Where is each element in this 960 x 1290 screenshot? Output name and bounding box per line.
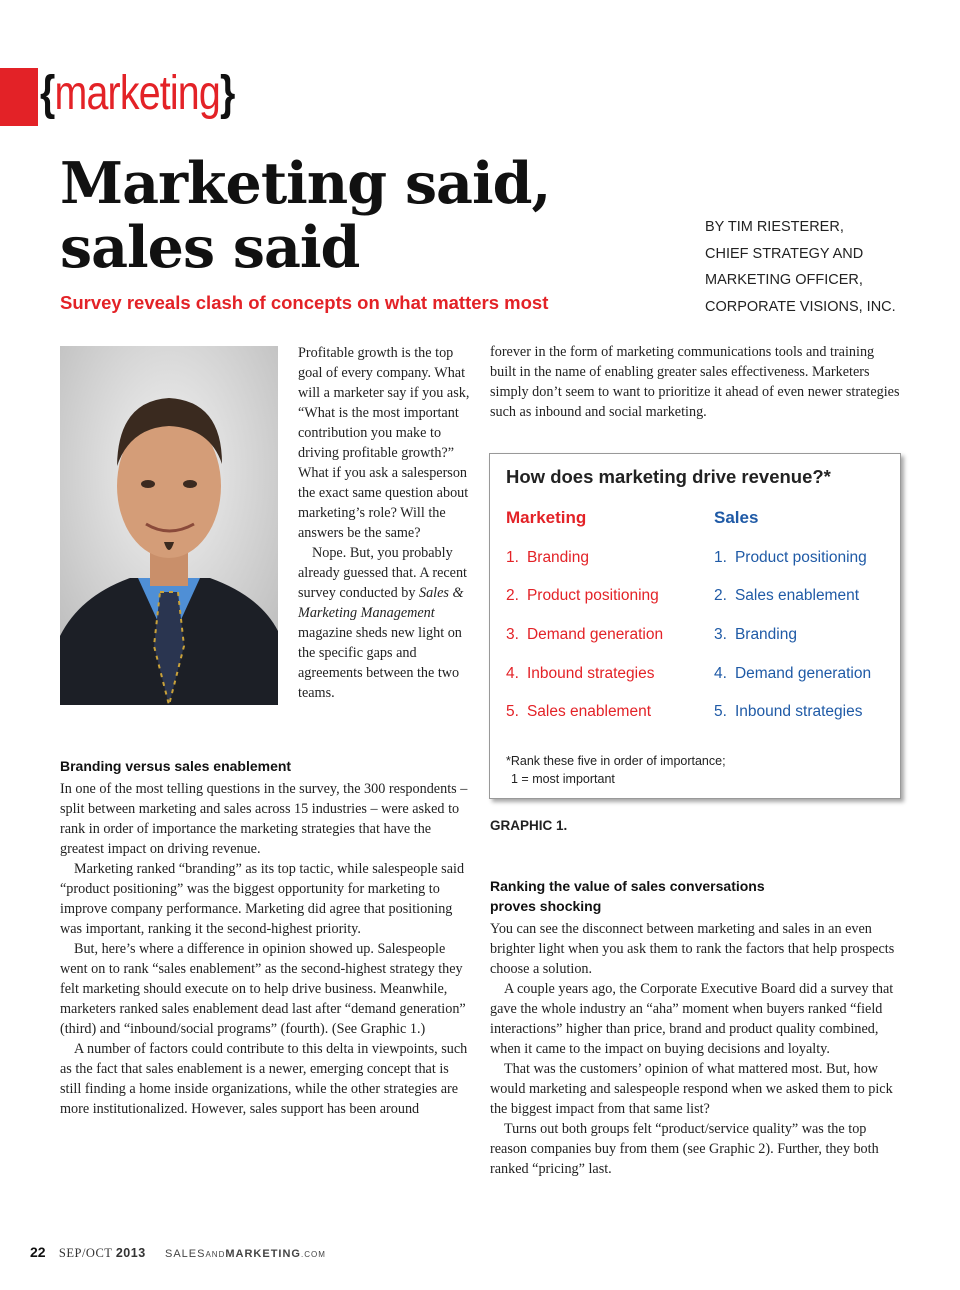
sales-rank-item: 4. Demand generation	[714, 665, 872, 682]
body-paragraph: A number of factors could contribute to this delta in viewpoints, such as the fact that sales enablement is a newer, emerging concept that is still finding a home inside organizations, while the other strategies are more institutionalized. However, sales support has been around	[60, 1041, 468, 1117]
author-portrait-image	[60, 346, 278, 705]
body-paragraph: In one of the most telling questions in the survey, the 300 respondents – split between marketing and sales across 15 industries – were asked to rank in order of importance the marketing strategies that have the greatest impact on driving revenue.	[60, 781, 468, 857]
right-column-continuation	[490, 342, 902, 422]
issue-date: SEP/OCT 2013	[58, 1246, 146, 1260]
sales-column-heading: Sales	[714, 508, 759, 527]
intro-paragraph-2: Nope. But, you probably already guessed that. A recent survey conducted by Sales & Marketing Management magazine sheds new light on the specific gaps and agreements between the two teams.	[298, 545, 468, 701]
publication-name: Sales & Marketing Management	[298, 585, 464, 621]
byline-line: BY TIM RIESTERER,	[705, 219, 844, 235]
body-paragraph: But, here’s where a difference in opinion showed up. Salespeople went on to rank “sales enablement” as the second-highest strategy they felt marketing should execute on to help drive business. Meanwhile, marketers ranked sales enablement dead last after “demand generation” (third) and “inbound/social programs” (fourth). (See Graphic 1.)	[60, 941, 466, 1037]
marketing-rank-item: 1. Branding	[506, 549, 589, 566]
marketing-rank-item: 2. Product positioning	[506, 587, 659, 604]
left-column-body	[60, 779, 468, 1119]
sales-rank-item: 2. Sales enablement	[714, 587, 860, 604]
intro-column	[298, 343, 474, 703]
marketing-rank-item: 4. Inbound strategies	[506, 665, 655, 682]
headline-line-1: Marketing said,	[60, 150, 551, 217]
marketing-column-heading: Marketing	[506, 508, 587, 527]
graphic-footnote: *Rank these five in order of importance; 1 = most important	[506, 754, 726, 786]
graphic-title: How does marketing drive revenue?*	[506, 466, 831, 487]
section-bracket-close: }	[219, 67, 235, 120]
sales-rank-item: 3. Branding	[714, 626, 797, 643]
byline	[705, 214, 945, 320]
body-paragraph: That was the customers’ opinion of what mattered most. But, how would marketing and salespeople respond when we asked them to pick the biggest impact from that same list?	[490, 1061, 893, 1117]
body-paragraph: forever in the form of marketing communications tools and training built in the name of enabling greater sales effectiveness. Marketers simply don’t seem to want to prioritize it ahead of even newer strategies such as inbound and social marketing.	[490, 344, 900, 420]
section-heading-ranking: Ranking the value of sales conversations proves shocking	[490, 878, 765, 914]
page-number: 22	[30, 1244, 46, 1260]
right-column-body	[490, 919, 902, 1179]
section-bracket-open: {	[40, 67, 55, 120]
sales-rank-item: 5. Inbound strategies	[714, 703, 863, 720]
marketing-rank-item: 3. Demand generation	[506, 626, 664, 643]
intro-paragraph-1: Profitable growth is the top goal of every company. What will a marketer say if you ask, “What is the most important contribution you make to driving profitable growth?” What if you ask a salesperson the exact same question about marketing’s role? Will the answers be the same?	[298, 345, 470, 541]
section-tag	[40, 62, 234, 126]
page-footer	[30, 1244, 326, 1261]
section-label: marketing	[54, 67, 220, 120]
byline-line: CORPORATE VISIONS, INC.	[705, 298, 896, 315]
byline-line: MARKETING OFFICER,	[705, 272, 863, 288]
body-paragraph: You can see the disconnect between marketing and sales in an even brighter light when you ask them to rank the factors that help prospects choose a solution.	[490, 921, 895, 977]
body-paragraph: Marketing ranked “branding” as its top tactic, while salespeople said “product positioning” was the biggest opportunity for marketing to improve company performance. Marketing did agree that positioning was important, ranking it the second-highest priority.	[60, 861, 465, 937]
author-photo	[60, 346, 278, 705]
headline-line-2: sales said	[60, 214, 360, 281]
body-paragraph: Turns out both groups felt “product/service quality” was the top reason companies buy from them (see Graphic 2). Further, they both ranked “pricing” last.	[490, 1121, 879, 1177]
graphic-caption: GRAPHIC 1.	[490, 818, 568, 833]
graphic-1-box	[489, 453, 901, 799]
sales-rank-item: 1. Product positioning	[714, 549, 867, 566]
marketing-rank-item: 5. Sales enablement	[506, 703, 652, 720]
byline-line: CHIEF STRATEGY AND	[705, 245, 864, 262]
section-heading-branding: Branding versus sales enablement	[60, 758, 292, 774]
headline	[60, 152, 680, 280]
site-url: SALESANDMARKETING.COM	[165, 1248, 326, 1260]
body-paragraph: A couple years ago, the Corporate Executive Board did a survey that gave the whole industry an “aha” moment when buyers ranked “field interactions” higher than price, brand and product quality combined, when it came to the impact on buying decisions and loyalty.	[490, 981, 894, 1057]
subheadline: Survey reveals clash of concepts on what matters most	[60, 292, 549, 313]
section-color-bar	[0, 68, 38, 126]
